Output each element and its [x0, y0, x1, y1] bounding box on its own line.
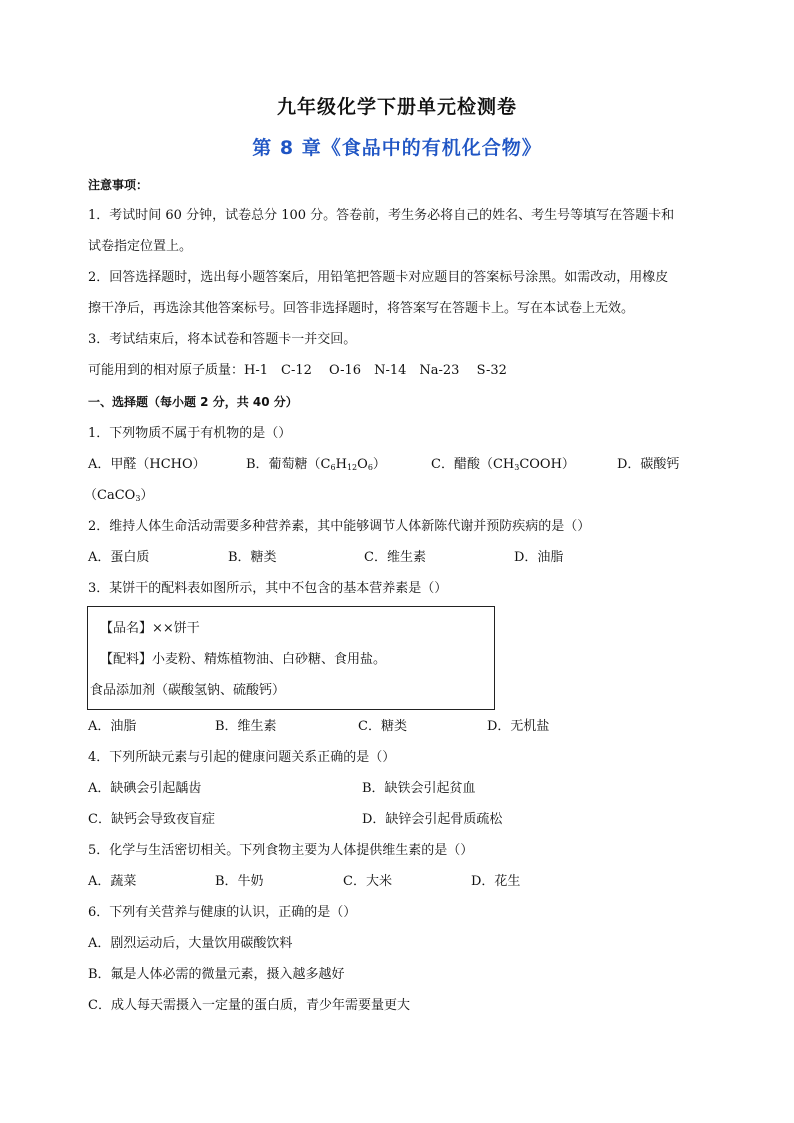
atomic-masses: 可能用到的相对原子质量：H-1 C-12 O-16 N-14 Na-23 S-32 [88, 363, 507, 378]
q4-stem: 4．下列所缺元素与引起的健康问题关系正确的是（） [88, 750, 396, 765]
section-1-heading: 一、选择题（每小题 2 分，共 40 分） [88, 395, 298, 409]
chapter-subtitle: 第 8 章《食品中的有机化合物》 [252, 137, 542, 159]
q5-option-d: D．花生 [471, 874, 521, 889]
q1-option-d-continued: （CaCO$_3$） [84, 488, 154, 503]
q6-stem: 6．下列有关营养与健康的认识，正确的是（） [88, 905, 357, 920]
q3-stem: 3．某饼干的配料表如图所示，其中不包含的基本营养素是（） [88, 581, 448, 596]
q3-option-d: D．无机盐 [487, 719, 550, 734]
q5-option-a: A．蔬菜 [88, 874, 137, 889]
q3-option-b: B．维生素 [215, 719, 277, 734]
ingredient-ingredients: 【配料】小麦粉、精炼植物油、白砂糖、食用盐。 [100, 652, 387, 667]
q6-option-c: C．成人每天需摄入一定量的蛋白质，青少年需要量更大 [88, 998, 410, 1013]
q6-option-b: B．氟是人体必需的微量元素，摄入越多越好 [88, 967, 345, 982]
notice-item-3: 3．考试结束后，将本试卷和答题卡一并交回。 [88, 332, 357, 347]
q2-option-c: C．维生素 [364, 550, 426, 565]
q2-option-b: B．糖类 [228, 550, 277, 565]
q1-option-d: D．碳酸钙 [617, 457, 680, 472]
notice-item-2-line-2: 擦干净后，再选涂其他答案标号。回答非选择题时，将答案写在答题卡上。写在本试卷上无效。 [88, 301, 635, 316]
q4-option-a: A．缺碘会引起龋齿 [88, 781, 202, 796]
ingredient-additives: 食品添加剂（碳酸氢钠、硫酸钙） [90, 683, 286, 698]
q4-option-d: D．缺锌会引起骨质疏松 [362, 812, 503, 827]
notice-heading: 注意事项： [88, 178, 149, 192]
q2-option-a: A．蛋白质 [88, 550, 150, 565]
q5-option-c: C．大米 [343, 874, 392, 889]
q1-option-c: C．醋酸$(CH_3COOH)$ [431, 457, 575, 472]
q3-option-a: A．油脂 [88, 719, 137, 734]
q3-option-c: C．糖类 [358, 719, 407, 734]
exam-title: 九年级化学下册单元检测卷 [276, 96, 517, 118]
q5-stem: 5．化学与生活密切相关。下列食物主要为人体提供维生素的是（） [88, 843, 474, 858]
q5-option-b: B．牛奶 [215, 874, 264, 889]
q1-option-b: B．葡萄糖$(C_6H_{12}O_6)$ [246, 457, 386, 472]
q6-option-a: A．剧烈运动后，大量饮用碳酸饮料 [88, 936, 293, 951]
notice-item-1-line-2: 试卷指定位置上。 [88, 239, 193, 254]
q1-option-a: A．甲醛（HCHO） [88, 457, 206, 472]
q1-stem: 1．下列物质不属于有机物的是（） [88, 426, 292, 441]
ingredient-product-name: 【品名】××饼干 [100, 621, 200, 636]
q2-option-d: D．油脂 [514, 550, 564, 565]
ingredient-list-box [87, 606, 495, 710]
notice-item-2-line-1: 2．回答选择题时，选出每小题答案后，用铅笔把答题卡对应题目的答案标号涂黑。如需改动，用橡皮 [88, 270, 669, 285]
q4-option-b: B．缺铁会引起贫血 [362, 781, 476, 796]
notice-item-1-line-1: 1．考试时间 60 分钟，试卷总分 100 分。答卷前，考生务必将自己的姓名、考生号等填写在答题卡和 [88, 208, 675, 223]
q2-stem: 2．维持人体生命活动需要多种营养素，其中能够调节人体新陈代谢并预防疾病的是（） [88, 519, 591, 534]
q4-option-c: C．缺钙会导致夜盲症 [88, 812, 215, 827]
